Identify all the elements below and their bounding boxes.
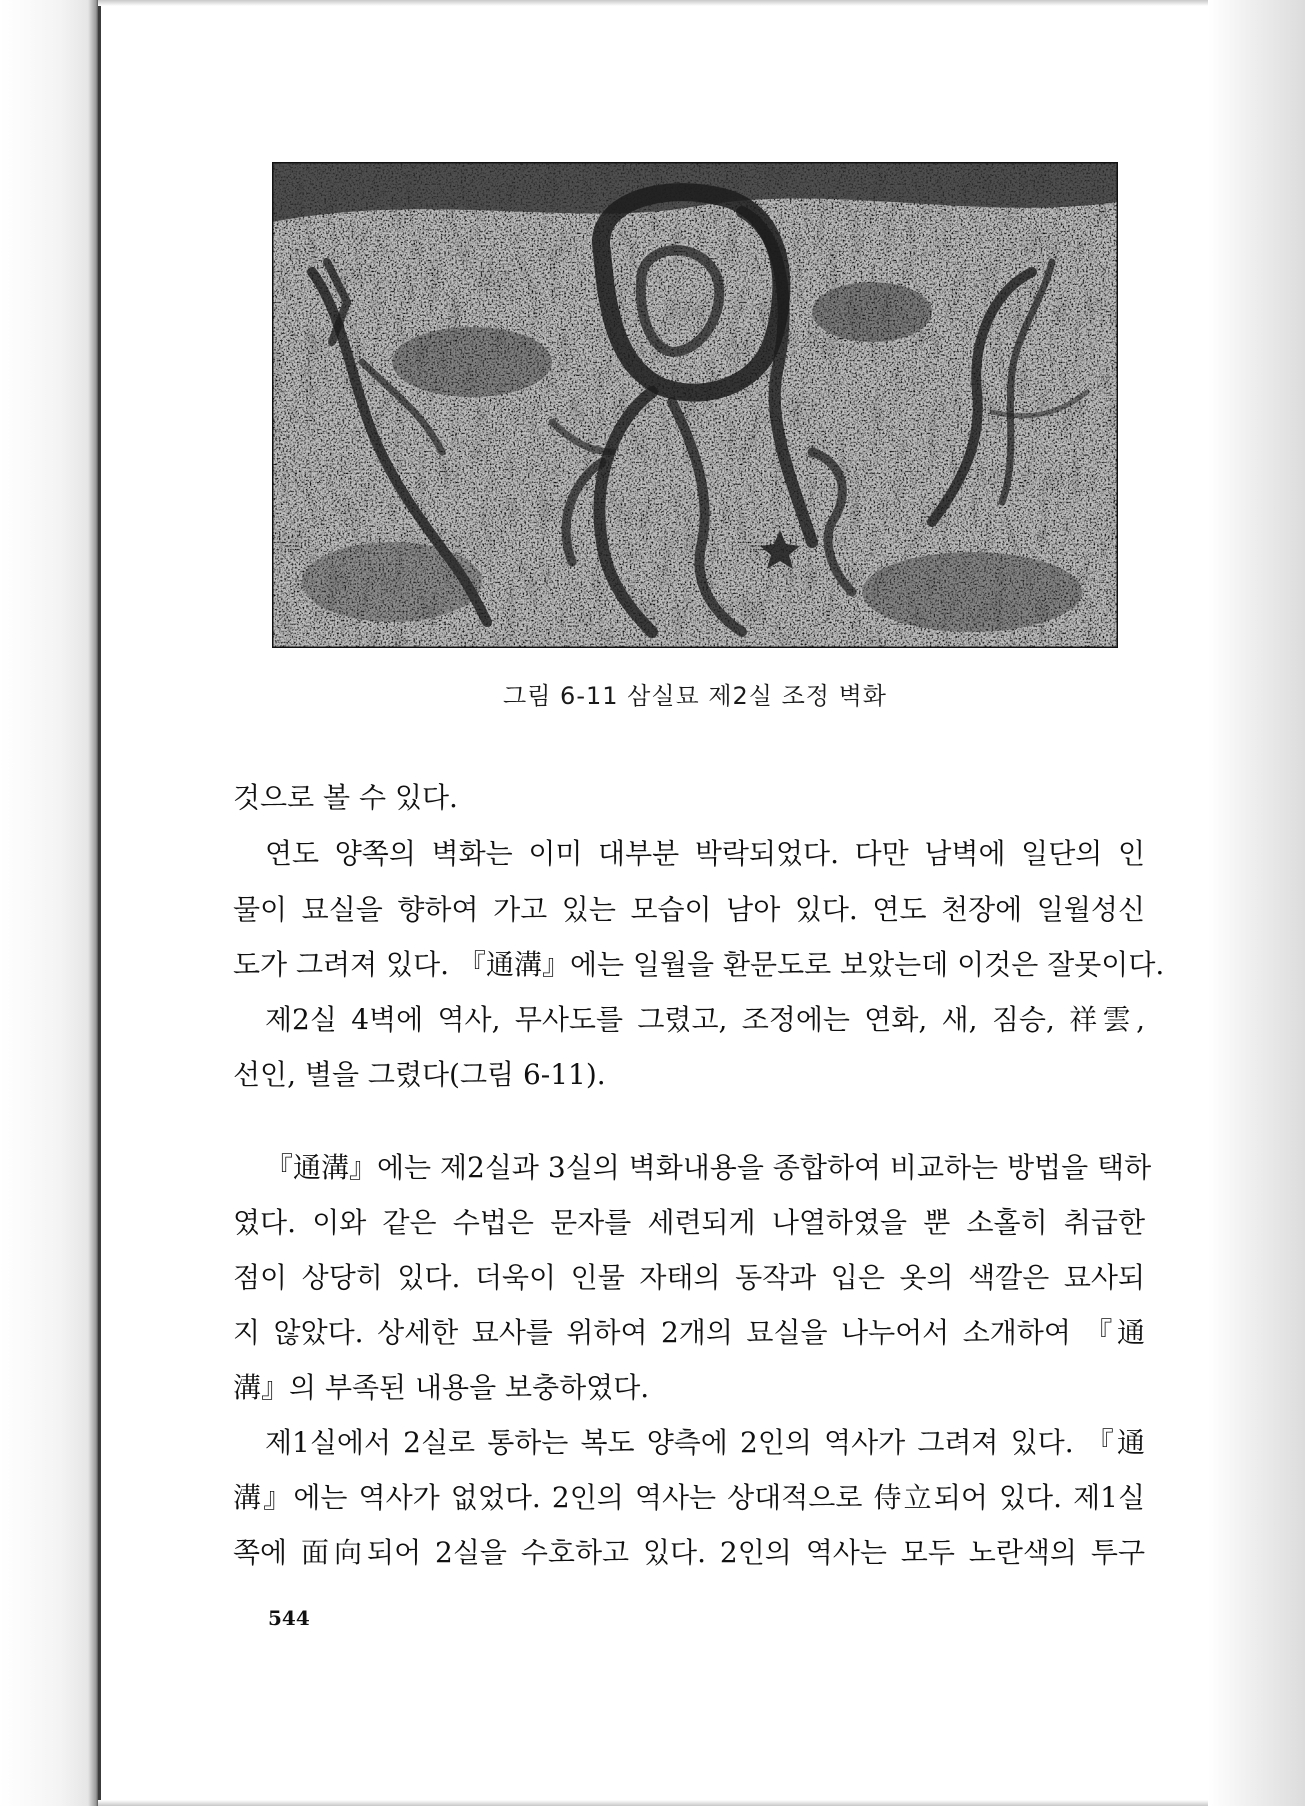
- body-line: 쪽에 面向되어 2실을 수호하고 있다. 2인의 역사는 모두 노란색의 투구: [233, 1536, 1145, 1569]
- mural-photo: [272, 162, 1118, 648]
- body-line: 선인, 별을 그렸다(그림 6-11).: [233, 1058, 606, 1091]
- body-line: 제1실에서 2실로 통하는 복도 양측에 2인의 역사가 그려져 있다. 『通: [265, 1426, 1145, 1459]
- page-bottom-edge: [98, 1800, 1208, 1806]
- page-right-edge: [1208, 0, 1305, 1806]
- body-line: 제2실 4벽에 역사, 무사도를 그렸고, 조정에는 연화, 새, 짐승, 祥雲,: [265, 1003, 1145, 1036]
- body-line: 『通溝』에는 제2실과 3실의 벽화내용을 종합하여 비교하는 방법을 택하: [265, 1151, 1152, 1184]
- body-line: 연도 양쪽의 벽화는 이미 대부분 박락되었다. 다만 남벽에 일단의 인: [265, 837, 1145, 870]
- figure-caption: 그림 6-11 삼실묘 제2실 조정 벽화: [503, 682, 887, 710]
- body-line: 지 않았다. 상세한 묘사를 위하여 2개의 묘실을 나누어서 소개하여 『通: [233, 1316, 1145, 1349]
- body-line: 도가 그려져 있다. 『通溝』에는 일월을 환문도로 보았는데 이것은 잘못이다.: [233, 948, 1165, 981]
- body-line: 점이 상당히 있다. 더욱이 인물 자태의 동작과 입은 옷의 색깔은 묘사되: [233, 1261, 1145, 1294]
- body-line: 것으로 볼 수 있다.: [233, 781, 458, 814]
- body-line: 溝』의 부족된 내용을 보충하였다.: [233, 1371, 650, 1404]
- body-line: 물이 묘실을 향하여 가고 있는 모습이 남아 있다. 연도 천장에 일월성신: [233, 893, 1145, 926]
- body-line: 溝』에는 역사가 없었다. 2인의 역사는 상대적으로 侍立되어 있다. 제1실: [233, 1481, 1145, 1514]
- page-top-edge: [98, 0, 1208, 6]
- mural-image: [272, 162, 1118, 648]
- page-number: 544: [268, 1606, 310, 1630]
- page-left-edge: [0, 0, 98, 1806]
- book-spine-line: [98, 6, 101, 1800]
- body-line: 였다. 이와 같은 수법은 문자를 세련되게 나열하였을 뿐 소홀히 취급한: [233, 1206, 1145, 1239]
